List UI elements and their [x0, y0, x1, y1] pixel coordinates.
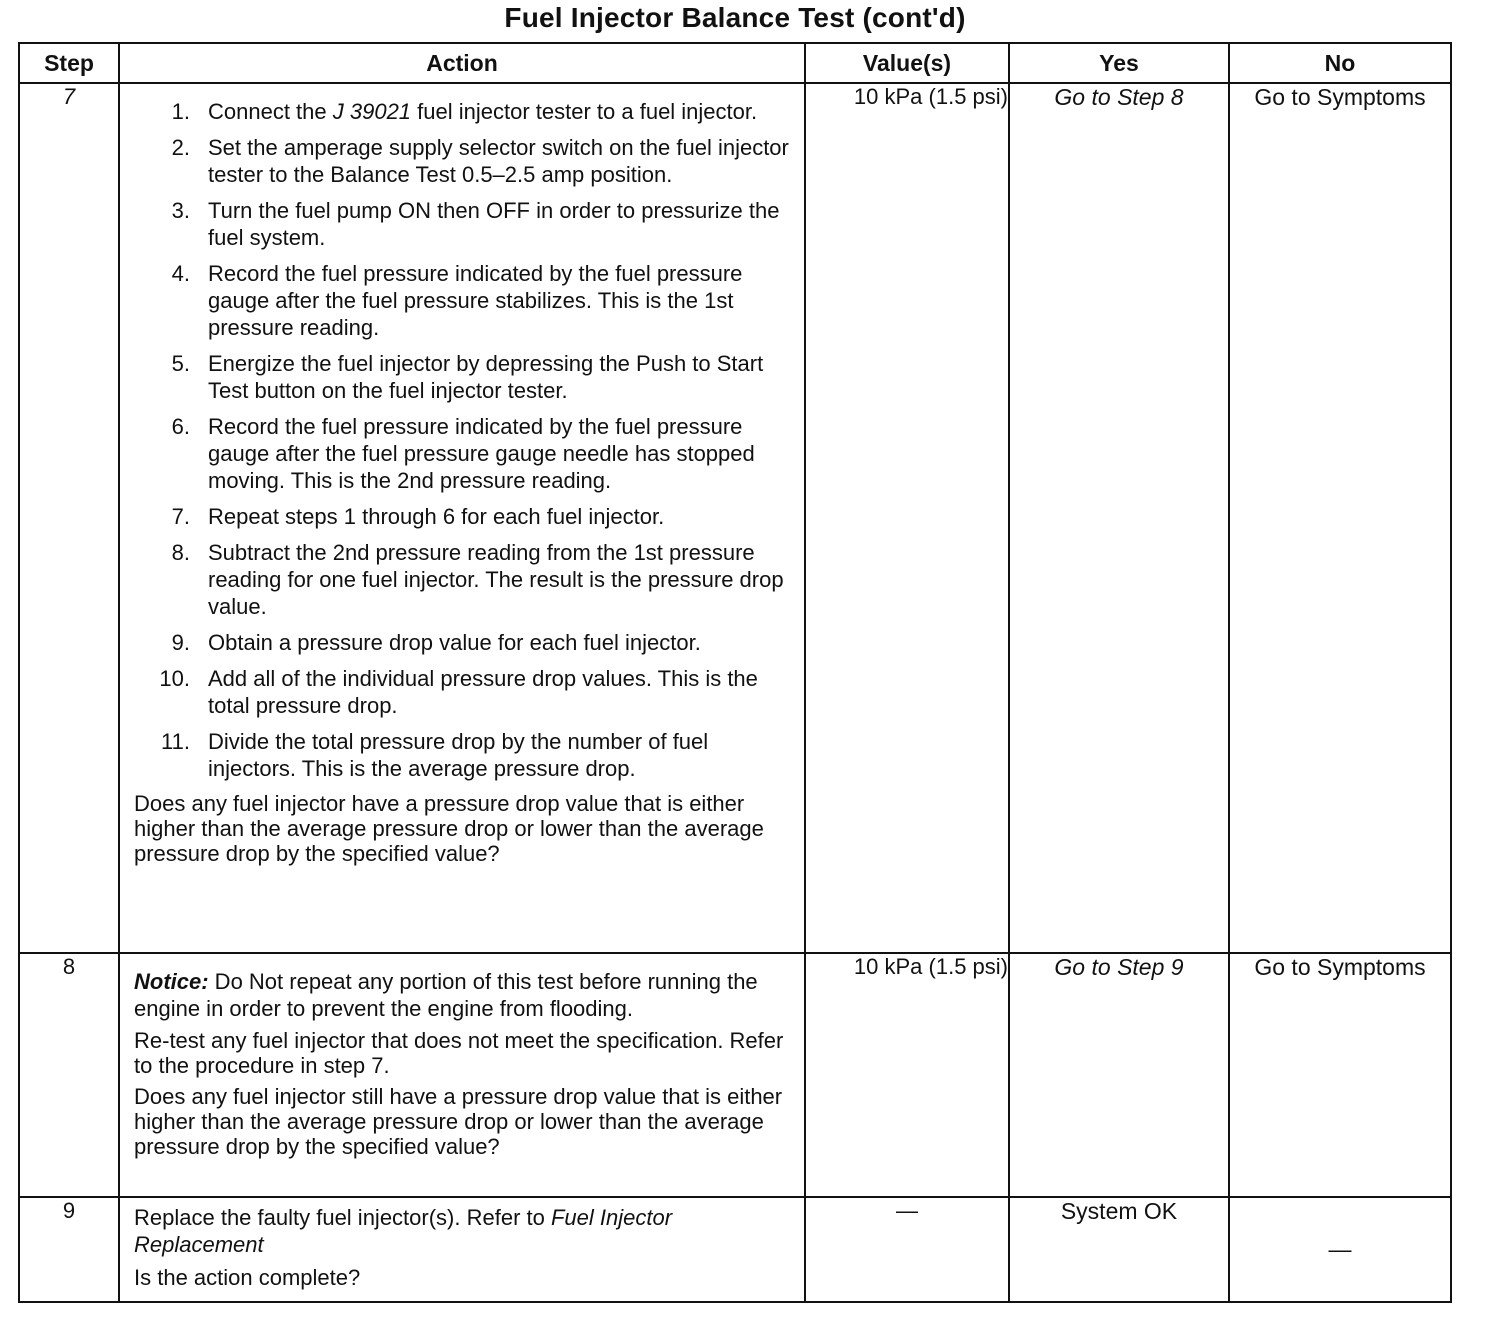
- yes-outcome: [1009, 83, 1229, 953]
- list-item-text: Record the fuel pressure indicated by the fuel pressure gauge after the fuel pressure stabilizes. This is the 1st pressure reading.: [208, 261, 743, 340]
- step-number: 8: [19, 953, 119, 1197]
- table-row-step-9: [19, 1197, 1451, 1302]
- action-cell: [119, 953, 805, 1197]
- list-item-text: Turn the fuel pump ON then OFF in order to pressurize the fuel system.: [208, 198, 780, 250]
- list-item: [134, 503, 794, 530]
- no-outcome: Go to Symptoms: [1229, 953, 1451, 1197]
- procedure-list: [134, 98, 794, 782]
- list-item-number: 10.: [159, 666, 190, 691]
- list-item: [134, 539, 794, 620]
- list-item-number: 11.: [161, 729, 190, 754]
- list-item-text: Repeat steps 1 through 6 for each fuel injector.: [208, 504, 665, 529]
- header-action: Action: [119, 43, 805, 83]
- list-item: [134, 197, 794, 251]
- header-no: No: [1229, 43, 1451, 83]
- decision-question: Does any fuel injector still have a pressure drop value that is either higher than the average pressure drop or lower than the average pressure drop by the specified value?: [134, 1084, 783, 1159]
- header-step: Step: [19, 43, 119, 83]
- table-row-step-7: [19, 83, 1451, 953]
- list-item-number: 6.: [171, 414, 190, 439]
- table-row-step-8: [19, 953, 1451, 1197]
- list-item: [134, 629, 794, 656]
- yes-outcome: System OK: [1009, 1197, 1229, 1302]
- list-item-number: 5.: [171, 351, 190, 376]
- list-item: [134, 134, 794, 188]
- list-item: [134, 413, 794, 494]
- list-item-number: 7.: [171, 504, 190, 529]
- decision-question: Is the action complete?: [134, 1265, 361, 1290]
- list-item-text: Divide the total pressure drop by the number of fuel injectors. This is the average pressure drop.: [208, 729, 709, 781]
- list-item-text: Obtain a pressure drop value for each fuel injector.: [208, 630, 701, 655]
- replace-instruction: Replace the faulty fuel injector(s). Refer to Fuel Injector Replacement: [134, 1205, 673, 1257]
- yes-outcome: [1009, 953, 1229, 1197]
- header-values: Value(s): [805, 43, 1009, 83]
- list-item-text: Record the fuel pressure indicated by the fuel pressure gauge after the fuel pressure gauge needle has stopped moving. This is the 2nd pressure reading.: [208, 414, 755, 493]
- diagnostic-table: [18, 42, 1452, 1303]
- list-item: [134, 98, 794, 125]
- notice-text: Do Not repeat any portion of this test before running the engine in order to prevent the engine from flooding.: [134, 969, 758, 1021]
- list-item-number: 4.: [171, 261, 190, 286]
- notice-paragraph: [134, 968, 794, 1022]
- notice-label: Notice:: [134, 969, 209, 994]
- tool-reference: J 39021: [332, 99, 412, 124]
- list-item-number: 3.: [171, 198, 190, 223]
- list-item: [134, 350, 794, 404]
- list-item-number: 1.: [171, 99, 190, 124]
- retest-instruction: Re-test any fuel injector that does not meet the specification. Refer to the procedure in step 7.: [134, 1028, 784, 1078]
- list-item-number: 8.: [171, 540, 190, 565]
- list-item-text: Energize the fuel injector by depressing the Push to Start Test button on the fuel injector tester.: [208, 351, 764, 403]
- no-outcome: Go to Symptoms: [1229, 83, 1451, 953]
- action-cell: [119, 83, 805, 953]
- header-yes: Yes: [1009, 43, 1229, 83]
- list-item-number: 9.: [171, 630, 190, 655]
- procedure-reference: Fuel Injector Replacement: [134, 1205, 673, 1257]
- list-item-text: Connect the J 39021 fuel injector tester to a fuel injector.: [208, 99, 758, 124]
- spec-value: —: [805, 1197, 1009, 1302]
- action-cell: [119, 1197, 805, 1302]
- spec-value: 10 kPa (1.5 psi): [805, 83, 1009, 953]
- yes-link-step-9: Go to Step 9: [1054, 954, 1184, 980]
- list-item: [134, 728, 794, 782]
- list-item: [134, 260, 794, 341]
- list-item-text: Set the amperage supply selector switch on the fuel injector tester to the Balance Test 0.5–2.5 amp position.: [208, 135, 789, 187]
- step-number: 7: [19, 83, 119, 953]
- spec-value: 10 kPa (1.5 psi): [805, 953, 1009, 1197]
- list-item-text: Add all of the individual pressure drop values. This is the total pressure drop.: [208, 666, 758, 718]
- yes-link-step-8: Go to Step 8: [1054, 84, 1184, 110]
- decision-question: Does any fuel injector have a pressure drop value that is either higher than the average pressure drop or lower than the average pressure drop by the specified value?: [134, 791, 764, 866]
- no-outcome: —: [1229, 1197, 1451, 1302]
- list-item-number: 2.: [171, 135, 190, 160]
- table-header-row: [19, 43, 1451, 83]
- step-number: 9: [19, 1197, 119, 1302]
- list-item-text: Subtract the 2nd pressure reading from the 1st pressure reading for one fuel injector. The result is the pressure drop value.: [208, 540, 784, 619]
- list-item: [134, 665, 794, 719]
- document-title: Fuel Injector Balance Test (cont'd): [504, 2, 966, 33]
